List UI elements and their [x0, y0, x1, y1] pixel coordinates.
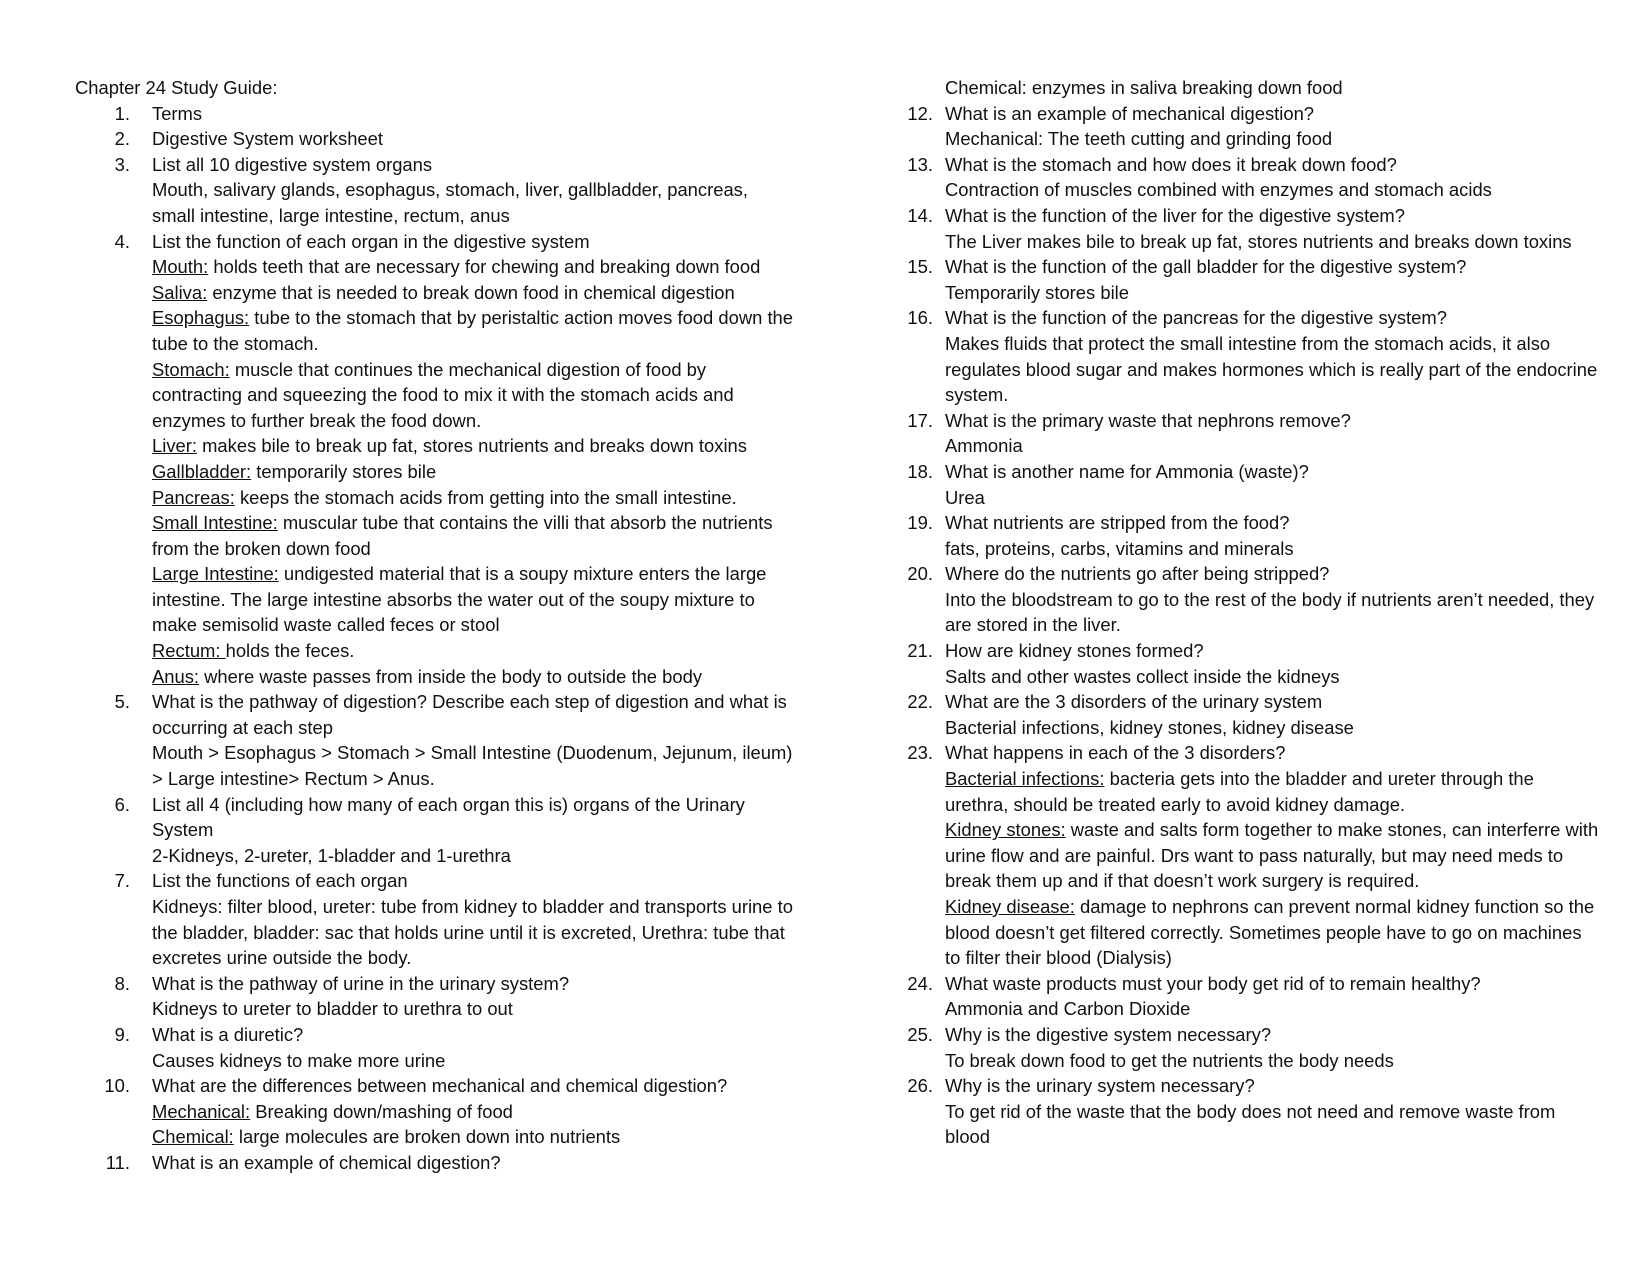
answer-text: 2-Kidneys, 2-ureter, 1-bladder and 1-urethra: [152, 844, 511, 866]
item-number: 16.: [907, 307, 933, 329]
item-number: 1.: [114, 102, 130, 124]
answer-label: Mechanical:: [152, 1100, 251, 1122]
page-title: Chapter 24 Study Guide:: [75, 77, 278, 98]
answer-text: undigested material that is a soupy mixture enters the large intestine. The large intestine absorbs the water out of the soupy mixture to make semisolid waste called feces or stool: [152, 563, 767, 636]
answer-line: [152, 638, 795, 664]
item-number: 26.: [907, 1075, 933, 1097]
item-number: 6.: [114, 793, 130, 815]
answer-text: muscle that continues the mechanical digestion of food by contracting and squeezing the food to mix it with the stomach acids and enzymes to further break the food down.: [152, 358, 734, 431]
item-number: 20.: [907, 563, 933, 585]
answer-text: Mechanical: The teeth cutting and grinding food: [945, 128, 1333, 150]
question-text: What is the primary waste that nephrons remove?: [945, 409, 1351, 431]
answer-line: [152, 664, 795, 690]
answer-label: Gallbladder:: [152, 460, 252, 482]
item-number: 3.: [114, 153, 130, 175]
answer-text: Salts and other wastes collect inside the kidneys: [945, 665, 1340, 687]
question-text: What is the function of the pancreas for the digestive system?: [945, 307, 1447, 329]
answer-line: [945, 766, 1600, 817]
question-text: What is the stomach and how does it break down food?: [945, 153, 1397, 175]
list-item: [75, 1022, 795, 1073]
list-item: [900, 1022, 1600, 1073]
answer-text: Ammonia and Carbon Dioxide: [945, 998, 1191, 1020]
question-text: What is another name for Ammonia (waste)?: [945, 460, 1309, 482]
answer-line: [152, 254, 795, 280]
answer-label: Bacterial infections:: [945, 768, 1105, 790]
answer-text: Contraction of muscles combined with enzymes and stomach acids: [945, 179, 1492, 201]
answer-line: [152, 561, 795, 638]
answer-label: Anus:: [152, 665, 200, 687]
item-number: 7.: [114, 870, 130, 892]
answer-label: Esophagus:: [152, 307, 250, 329]
answer-line: [152, 280, 795, 306]
question-text: What is the pathway of urine in the urinary system?: [152, 972, 570, 994]
question-text: What is an example of mechanical digestion?: [945, 102, 1315, 124]
item-number: 9.: [114, 1023, 130, 1045]
answer-text: Urea: [945, 486, 985, 508]
list-item: [900, 305, 1600, 407]
question-text: List the function of each organ in the digestive system: [152, 230, 590, 252]
answer-label: Chemical:: [152, 1126, 234, 1148]
answer-text: Temporarily stores bile: [945, 281, 1129, 303]
question-text: List all 10 digestive system organs: [152, 153, 433, 175]
list-item: [75, 229, 795, 690]
answer-text: Causes kidneys to make more urine: [152, 1049, 446, 1071]
question-text: How are kidney stones formed?: [945, 640, 1204, 662]
list-item: [900, 254, 1600, 305]
answer-text: holds the feces.: [225, 640, 355, 662]
answer-label: Kidney stones:: [945, 819, 1066, 841]
answer-line: [945, 817, 1600, 894]
list-item: [75, 689, 795, 791]
answer-text: fats, proteins, carbs, vitamins and minerals: [945, 537, 1294, 559]
list-item: [900, 510, 1600, 561]
answer-label: Stomach:: [152, 358, 230, 380]
answer-line: [945, 894, 1600, 971]
list-item: [900, 1073, 1600, 1150]
answer-text: waste and salts form together to make stones, can interferre with urine flow and are painful. Drs want to pass naturally, but may need meds to break them up and if that doesn’t work surgery is required.: [945, 819, 1599, 892]
answer-label: Rectum:: [152, 640, 226, 662]
item-number: 5.: [114, 691, 130, 713]
list-item: [75, 152, 795, 229]
item-number: 15.: [907, 256, 933, 278]
answer-text: Makes fluids that protect the small intestine from the stomach acids, it also regulates blood sugar and makes hormones which is really part of the endocrine system.: [945, 332, 1598, 406]
list-item: [75, 1073, 795, 1150]
answer-text: muscular tube that contains the villi that absorb the nutrients from the broken down food: [152, 512, 773, 559]
item-number: 12.: [907, 102, 933, 124]
answer-text: Ammonia: [945, 435, 1023, 457]
item-number: 13.: [907, 153, 933, 175]
item-number: 21.: [907, 640, 933, 662]
question-text: List all 4 (including how many of each organ this is) organs of the Urinary System: [152, 793, 745, 841]
question-text: What is the function of the liver for the digestive system?: [945, 204, 1405, 226]
question-text: Why is the urinary system necessary?: [945, 1075, 1255, 1097]
question-text: Where do the nutrients go after being stripped?: [945, 563, 1330, 585]
answer-text: holds teeth that are necessary for chewing and breaking down food: [213, 256, 761, 278]
answer-text: To get rid of the waste that the body does not need and remove waste from blood: [945, 1100, 1556, 1148]
answer-label: Kidney disease:: [945, 896, 1075, 917]
answer-text: Breaking down/mashing of food: [255, 1100, 513, 1122]
list-item: [75, 126, 795, 152]
right-column: [900, 75, 1600, 1150]
answer-text: Kidneys to ureter to bladder to urethra to out: [152, 998, 513, 1020]
item-number: 10.: [104, 1075, 130, 1097]
question-text: What is the pathway of digestion? Describe each step of digestion and what is occurring at each step: [152, 691, 787, 738]
answer-label: Saliva:: [152, 281, 208, 303]
list-item: [900, 689, 1600, 740]
item-number: 25.: [907, 1023, 933, 1045]
answer-text: tube to the stomach that by peristaltic action moves food down the tube to the stomach.: [152, 307, 794, 354]
answer-text: Bacterial infections, kidney stones, kidney disease: [945, 716, 1354, 738]
answer-text: The Liver makes bile to break up fat, stores nutrients and breaks down toxins: [945, 230, 1572, 252]
answer-text: Chemical: enzymes in saliva breaking down food: [945, 77, 1343, 98]
answer-text: large molecules are broken down into nutrients: [238, 1126, 621, 1148]
item-number: 19.: [907, 512, 933, 534]
answer-line: [152, 510, 795, 561]
list-item: [75, 101, 795, 127]
answer-text: damage to nephrons can prevent normal kidney function so the blood doesn’t get filtered correctly. Sometimes people have to go on machines to filter their blood (Dialysis): [945, 896, 1595, 969]
question-text: Terms: [152, 102, 203, 124]
answer-line: [152, 357, 795, 434]
answer-text: where waste passes from inside the body to outside the body: [204, 665, 703, 687]
answer-line: [152, 459, 795, 485]
answer-line: [152, 485, 795, 511]
question-text: Why is the digestive system necessary?: [945, 1023, 1272, 1045]
question-text: List the functions of each organ: [152, 870, 408, 892]
question-text: What nutrients are stripped from the food?: [945, 512, 1290, 534]
item-number: 2.: [114, 128, 130, 150]
item-number: 24.: [907, 972, 933, 994]
list-item: [75, 1150, 795, 1176]
list-item: [900, 152, 1600, 203]
item-number: 14.: [907, 204, 933, 226]
answer-line: [152, 1099, 795, 1125]
answer-text: Mouth, salivary glands, esophagus, stomach, liver, gallbladder, pancreas, small intestine, large intestine, rectum, anus: [152, 179, 748, 226]
answer-text: enzyme that is needed to break down food in chemical digestion: [212, 281, 735, 303]
answer-text: keeps the stomach acids from getting into the small intestine.: [239, 486, 737, 508]
answer-text: Into the bloodstream to go to the rest of the body if nutrients aren’t needed, they are stored in the liver.: [945, 588, 1595, 636]
list-item: [900, 459, 1600, 510]
answer-text: To break down food to get the nutrients the body needs: [945, 1049, 1394, 1071]
answer-text: bacteria gets into the bladder and ureter through the urethra, should be treated early to avoid kidney damage.: [945, 768, 1534, 815]
answer-label: Mouth:: [152, 256, 209, 278]
question-text: What is the function of the gall bladder for the digestive system?: [945, 256, 1467, 278]
answer-line: [152, 1124, 795, 1150]
question-text: What are the differences between mechanical and chemical digestion?: [152, 1075, 728, 1097]
list-item: [900, 971, 1600, 1022]
answer-line: [152, 433, 795, 459]
answer-text: temporarily stores bile: [256, 460, 437, 482]
list-item: [75, 971, 795, 1022]
list-item: [900, 408, 1600, 459]
item-number: 11.: [105, 1151, 130, 1173]
list-item: [900, 101, 1600, 152]
list-item: [900, 203, 1600, 254]
answer-label: Small Intestine:: [152, 512, 278, 534]
list-item: [75, 792, 795, 869]
item-number: 8.: [114, 972, 130, 994]
item-number: 22.: [907, 691, 933, 713]
list-item-continued: [900, 75, 1600, 101]
question-text: What waste products must your body get rid of to remain healthy?: [945, 972, 1481, 994]
left-column: [75, 75, 795, 1176]
answer-text: Kidneys: filter blood, ureter: tube from kidney to bladder and transports urine to the bladder, bladder: sac that holds urine until it is excreted, Urethra: tube that excretes urine outside the body.: [152, 896, 793, 969]
item-number: 4.: [114, 230, 130, 252]
question-text: Digestive System worksheet: [152, 128, 383, 150]
answer-line: [152, 305, 795, 356]
list-item: [900, 561, 1600, 638]
question-text: What happens in each of the 3 disorders?: [945, 742, 1286, 764]
question-text: What is a diuretic?: [152, 1023, 304, 1045]
answer-label: Pancreas:: [152, 486, 235, 508]
answer-label: Large Intestine:: [152, 563, 279, 585]
list-item: [900, 740, 1600, 970]
item-number: 23.: [907, 742, 933, 764]
item-number: 18.: [907, 460, 933, 482]
question-text: What is an example of chemical digestion?: [152, 1151, 501, 1173]
list-item: [75, 868, 795, 970]
answer-label: Liver:: [152, 435, 197, 457]
answer-text: Mouth > Esophagus > Stomach > Small Intestine (Duodenum, Jejunum, ileum) > Large intestine> Rectum > Anus.: [152, 742, 793, 790]
item-number: 17.: [907, 409, 933, 431]
list-item: [900, 638, 1600, 689]
answer-text: makes bile to break up fat, stores nutrients and breaks down toxins: [202, 435, 747, 457]
question-text: What are the 3 disorders of the urinary system: [945, 691, 1323, 713]
